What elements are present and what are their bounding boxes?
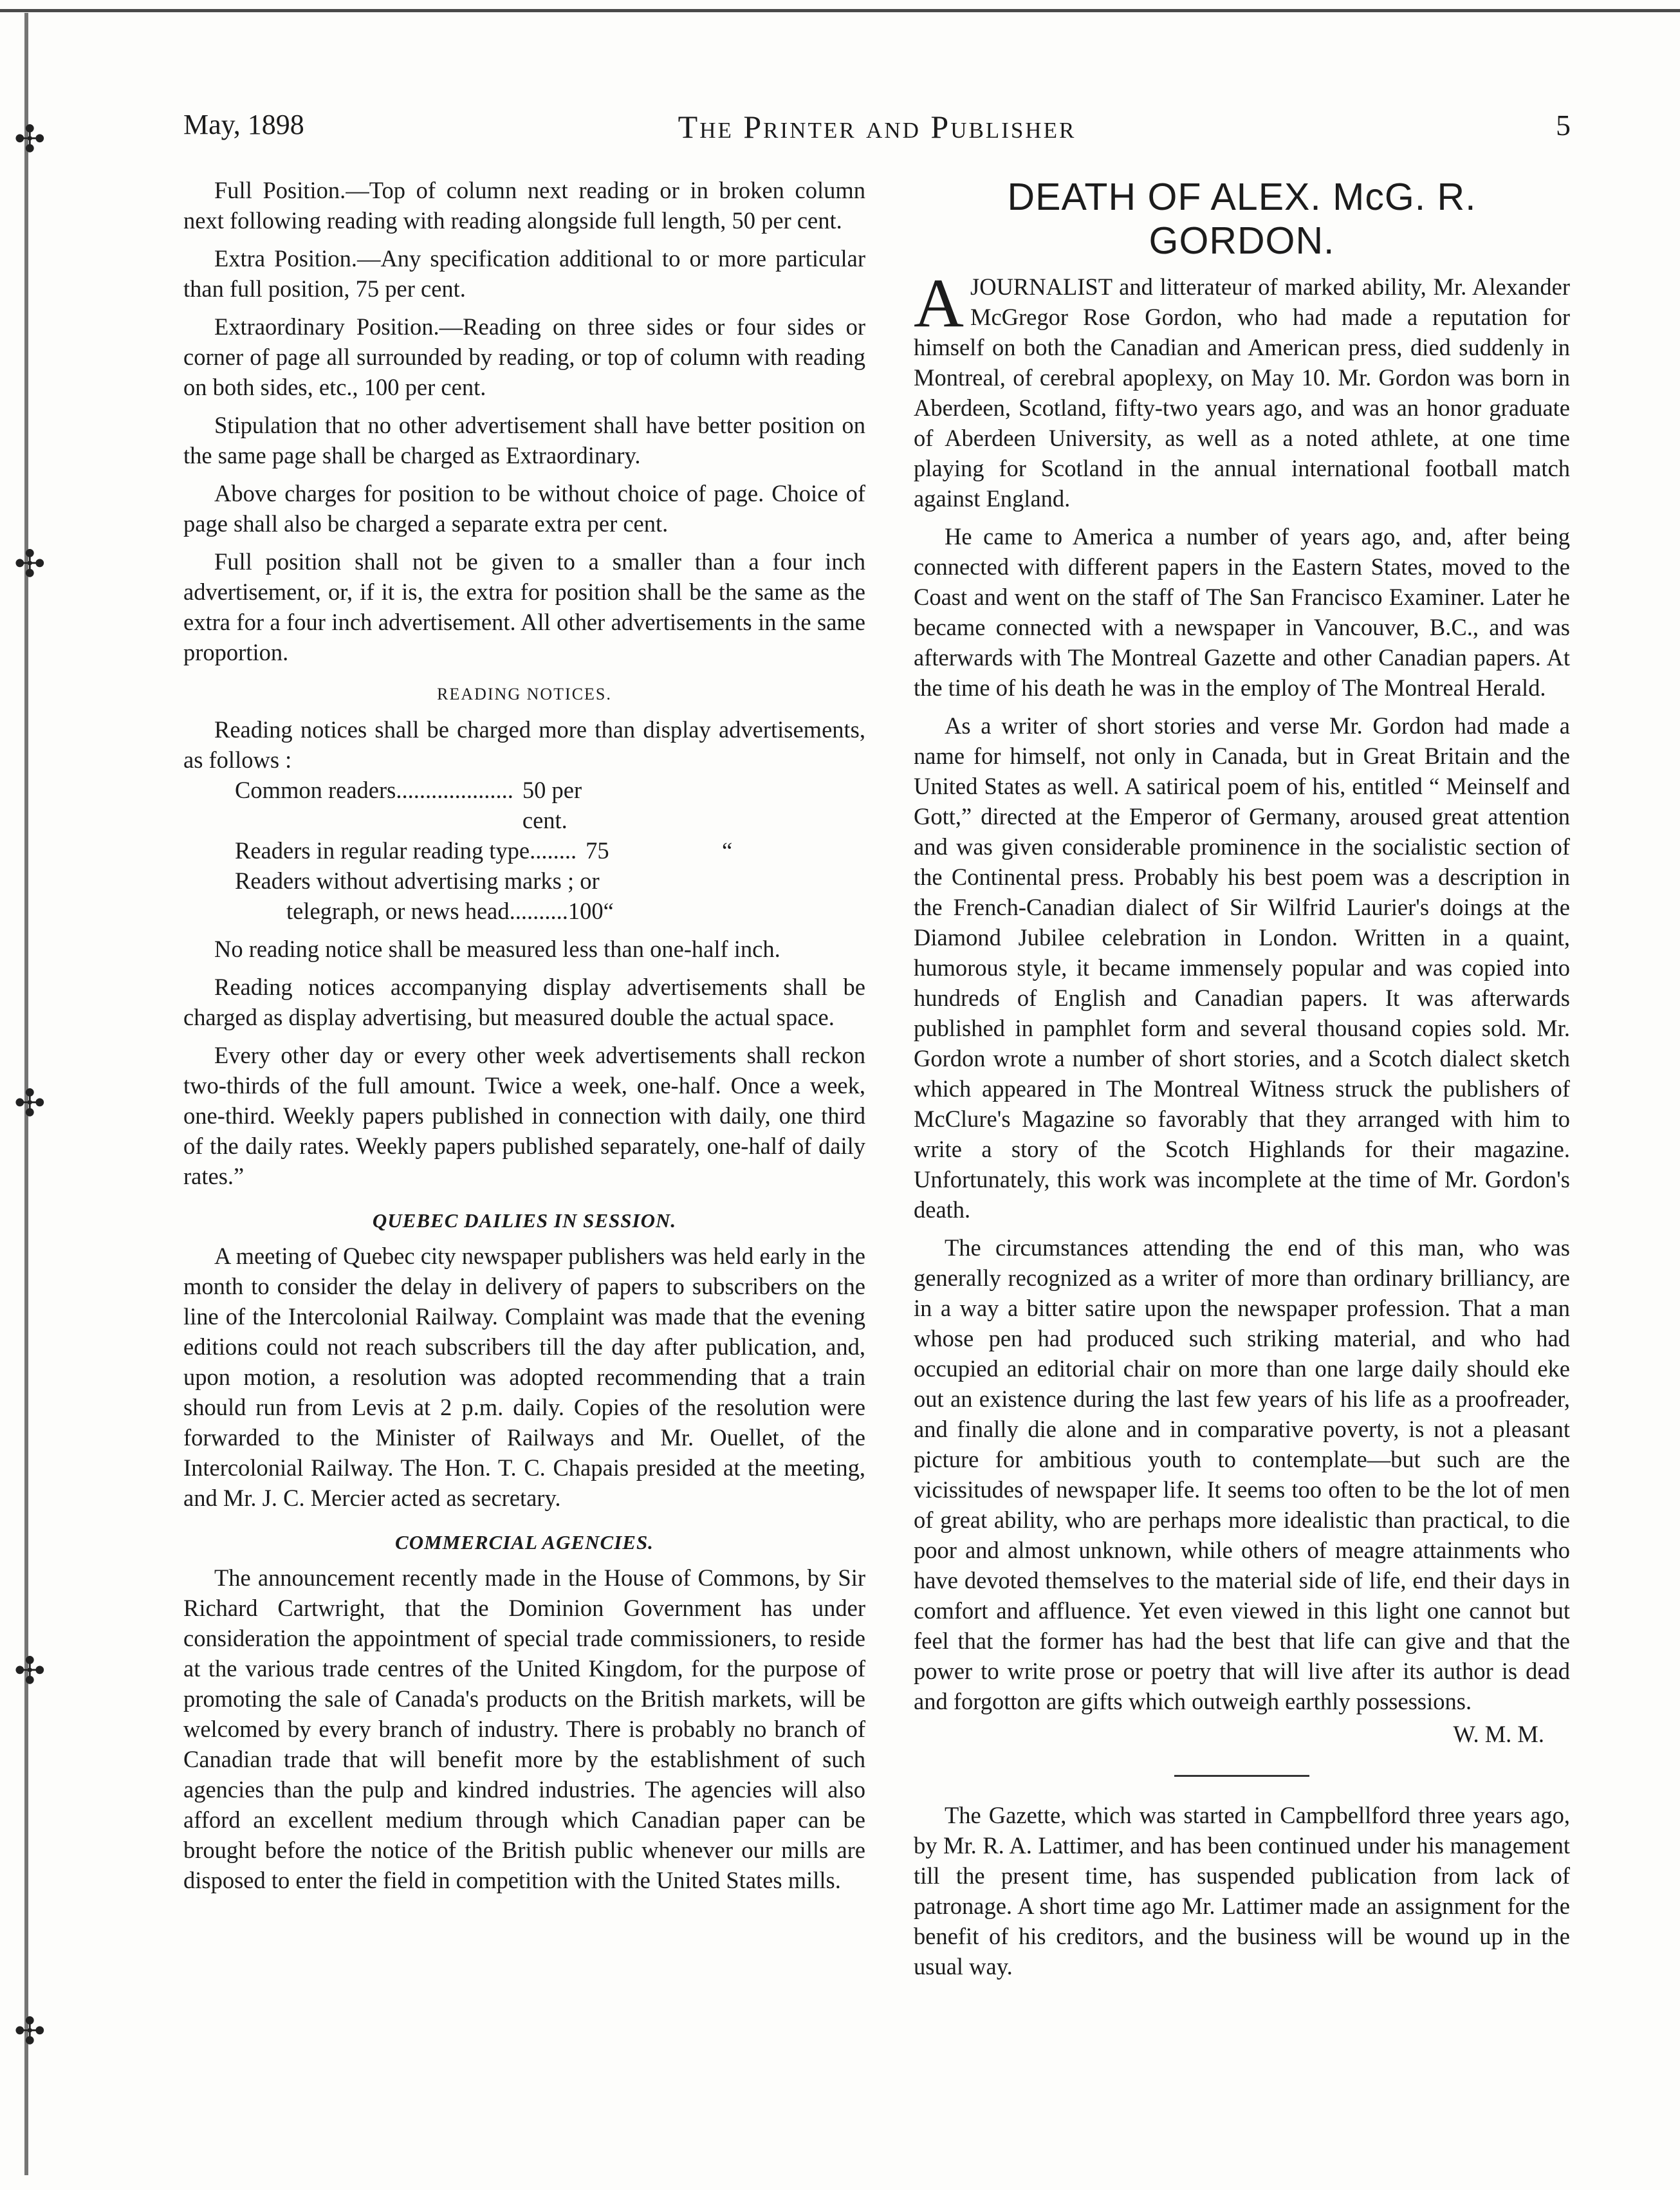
- paragraph: He came to America a number of years ago, and, after being connected with different papers in the Eastern States, moved to the Coast and went on the staff of The San Francisco Examiner. Later he became connected with a newspaper in Vancouver, B.C., and was afterwards with The Montreal Gazette and other Canadian papers. At the time of his death he was in the employ of The Montreal Herald.: [914, 523, 1570, 701]
- signature: W. M. M.: [1453, 1721, 1544, 1747]
- binding-ornament: ✣: [14, 118, 46, 160]
- rate-label: Readers in regular reading type........: [235, 837, 577, 864]
- paragraph: Above charges for position to be without choice of page. Choice of page shall also be charged a separate extra per cent.: [183, 480, 865, 537]
- paragraph: [914, 265, 1570, 514]
- rate-value: 50 per cent.: [522, 777, 582, 833]
- paragraph: Reading notices accompanying display advertisements shall be charged as display advertising, but measured double the actual space.: [183, 974, 865, 1030]
- paragraph: Reading notices shall be charged more than display advertisements, as follows :: [183, 716, 865, 773]
- paragraph: Every other day or every other week advertisements shall reckon two-thirds of the full amount. Twice a week, one-half. Once a week, one-third. Weekly papers published in connection with daily, one third of the daily rates. Weekly papers published separately, one-half of daily rates.”: [183, 1042, 865, 1189]
- ditto-mark: “: [721, 837, 733, 864]
- top-rule: [0, 9, 1680, 12]
- rate-row: [183, 896, 865, 926]
- running-header: [183, 108, 1571, 153]
- binding-ornament: ✣: [14, 1650, 46, 1692]
- right-column: [914, 175, 1570, 1981]
- paragraph: Extraordinary Position.—Reading on three sides or four sides or corner of page all surrounded by reading, or top of column with reading on both sides, etc., 100 per cent.: [183, 313, 865, 400]
- section-heading: COMMERCIAL AGENCIES.: [395, 1531, 654, 1554]
- publication-title: The Printer and Publisher: [678, 109, 1076, 145]
- paragraph: The Gazette, which was started in Campbellford three years ago, by Mr. R. A. Lattimer, and has been continued under his management till the present time, has suspended publication from lack of patronage. A short time ago Mr. Lattimer made an assignment for the benefit of his creditors, and the business will be wound up in the usual way.: [914, 1802, 1570, 1980]
- page-number: 5: [1556, 109, 1571, 142]
- paragraph-text: JOURNALIST and litterateur of marked ability, Mr. Alexander McGregor Rose Gordon, who had made a reputation for himself on both the Canadian and American press, died suddenly in Montreal, of cerebral apoplexy, on May 10. Mr. Gordon was born in Aberdeen, Scotland, fifty-two years ago, and was an honor graduate of Aberdeen University, as well as a noted athlete, at one time playing for Scotland in the annual international football match against England.: [914, 274, 1570, 512]
- rate-row: [183, 866, 865, 896]
- binding-ornament: ✣: [14, 543, 46, 585]
- rate-label: Common readers....................: [235, 777, 513, 803]
- paragraph: Extra Position.—Any specification additional to or more particular than full position, 75 per cent.: [183, 245, 865, 302]
- rate-row: [183, 835, 865, 866]
- ditto-mark: “: [603, 898, 614, 924]
- section-heading: QUEBEC DAILIES IN SESSION.: [372, 1209, 677, 1232]
- binding-ornament: ✣: [14, 1082, 46, 1124]
- drop-cap: A: [914, 265, 964, 342]
- divider: [1174, 1775, 1309, 1777]
- paragraph: No reading notice shall be measured less than one-half inch.: [214, 936, 780, 962]
- rate-label: Readers without advertising marks ; or: [235, 868, 600, 894]
- rate-label: telegraph, or news head..........: [286, 898, 568, 924]
- left-column: [183, 175, 865, 1895]
- paragraph: The circumstances attending the end of this man, who was generally recognized as a writer of more than ordinary brilliancy, are in a way a bitter satire upon the newspaper profession. That a man whose pen had produced such striking material, and who had occupied an editorial chair on more than one large daily should eke out an existence during the last few years of his life as a proofreader, and finally die alone and in comparative poverty, is not a pleasant picture for ambitious youth to contemplate—but such are the vicissitudes of newspaper life. It seems too often to be the lot of men of great ability, who are perhaps more idealistic than practical, to die poor and almost unknown, while others of meagre attainments who have devoted themselves to the material side of life, end their days in comfort and affluence. Yet even viewed in this light one cannot but feel that the former has had the best that life can give and that the power to write prose or poetry that will live after its author is dead and forgotton are gifts which outweigh earthly possessions.: [914, 1234, 1570, 1714]
- section-heading: READING NOTICES.: [437, 685, 612, 703]
- paragraph: A meeting of Quebec city newspaper publishers was held early in the month to consider the delay in delivery of papers to subscribers on the line of the Intercolonial Railway. Complaint was made that the evening editions could not reach subscribers till the day after publication, and, upon motion, a resolution was adopted recommending that a train should run from Levis at 2 p.m. daily. Copies of the resolution were forwarded to the Minister of Railways and Mr. Ouellet, of the Intercolonial Railway. The Hon. T. C. Chapais presided at the meeting, and Mr. J. C. Mercier acted as secretary.: [183, 1243, 865, 1511]
- rate-row: [183, 775, 865, 835]
- rate-value: 75: [586, 837, 609, 864]
- paragraph: Full Position.—Top of column next reading or in broken column next following reading with reading alongside full length, 50 per cent.: [183, 177, 865, 234]
- paragraph: The announcement recently made in the House of Commons, by Sir Richard Cartwright, that the Dominion Government has under consideration the appointment of special trade commissioners, to reside at the various trade centres of the United Kingdom, for the purpose of promoting the sale of Canada's products on the British markets, will be welcomed by every branch of industry. There is probably no branch of Canadian trade that will benefit more by the establishment of such agencies than the pulp and kindred industries. The agencies will also afford an excellent medium through which Canadian paper can be brought before the notice of the British public whenever our mills are disposed to enter the field in competition with the United States mills.: [183, 1564, 865, 1893]
- article-title: DEATH OF ALEX. McG. R. GORDON.: [1007, 176, 1477, 262]
- binding-ornament: ✣: [14, 2010, 46, 2052]
- paragraph: Stipulation that no other advertisement shall have better position on the same page shall be charged as Extraordinary.: [183, 412, 865, 469]
- paragraph: As a writer of short stories and verse Mr. Gordon had made a name for himself, not only in Canada, but in Great Britain and the United States as well. A satirical poem of his, entitled “ Meinself and Gott,” directed at the Emperor of Germany, aroused great attention and was given considerable prominence in the socialistic section of the Continental press. Probably his best poem was a description in the French-Canadian dialect of Sir Wilfrid Laurier's doings at the Diamond Jubilee celebration in London. Written in a quaint, humorous style, it became immensely popular and was copied into hundreds of English and Canadian papers. It was afterwards published in pamphlet form and several thousand copies sold. Mr. Gordon wrote a number of short stories, and a Scotch dialect sketch which appeared in The Montreal Witness struck the publishers of McClure's Magazine so favorably that they arranged with him to write a story of the Scotch Highlands for their magazine. Unfortunately, this work was incomplete at the time of Mr. Gordon's death.: [914, 712, 1570, 1223]
- paragraph: Full position shall not be given to a smaller than a four inch advertisement, or, if it is, the extra for position shall be the same as the extra for a four inch advertisement. All other advertisements in the same proportion.: [183, 548, 865, 665]
- rate-value: 100: [568, 898, 604, 924]
- issue-date: May, 1898: [183, 109, 304, 140]
